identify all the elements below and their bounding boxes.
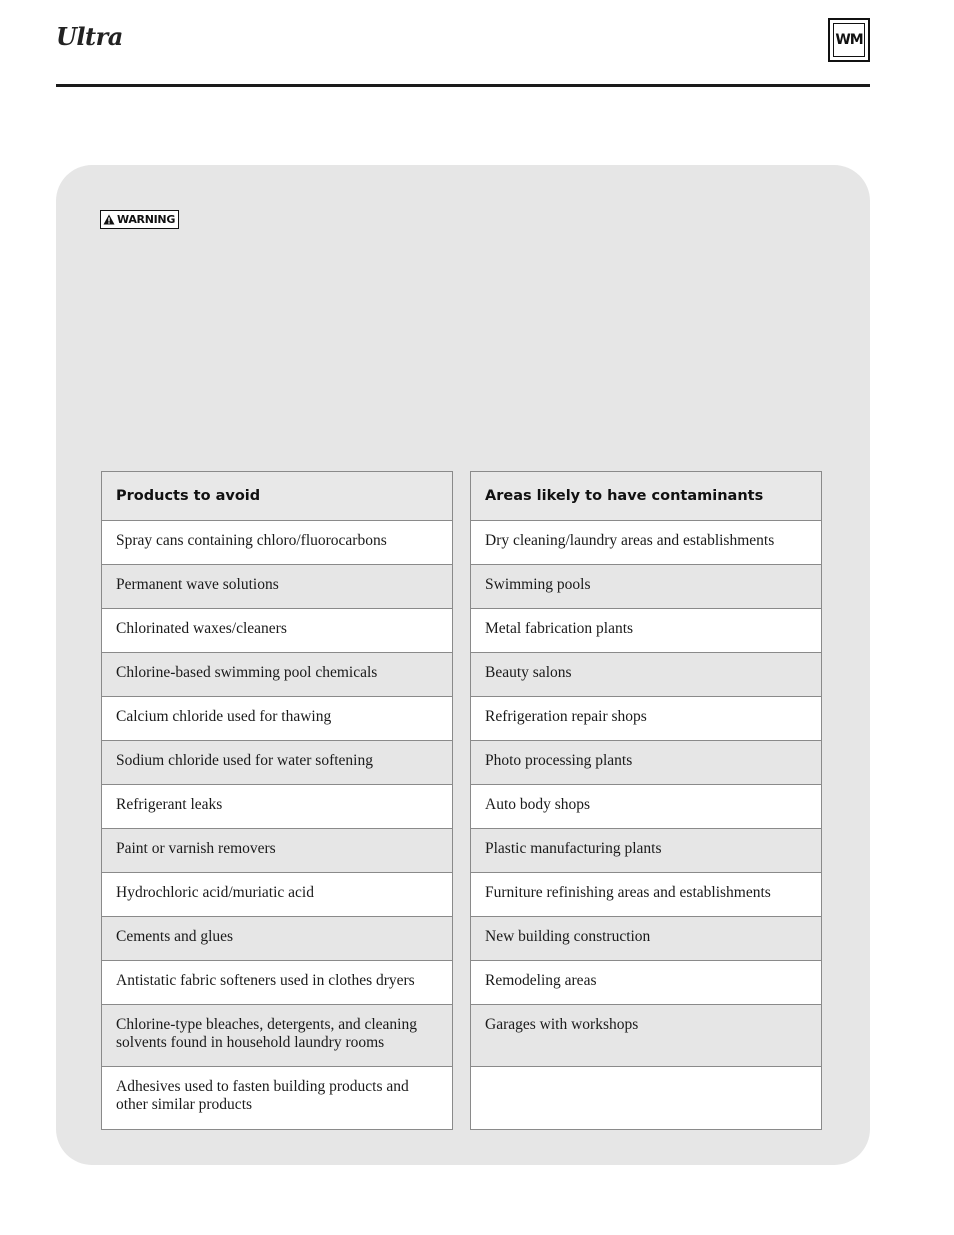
logo-mark: WM: [833, 23, 865, 57]
table-row: Swimming pools: [471, 565, 821, 609]
table-row: Adhesives used to fasten building products and other similar products: [116, 1078, 409, 1113]
table-row: Antistatic fabric softeners used in clothes dryers: [102, 961, 452, 1005]
table-row: Cements and glues: [102, 917, 452, 961]
table-row: Spray cans containing chloro/fluorocarbons: [102, 521, 452, 565]
header-divider: [56, 84, 870, 87]
warning-label: WARNING: [117, 213, 176, 226]
table-row: Garages with workshops: [471, 1005, 821, 1067]
table-row: Refrigerant leaks: [102, 785, 452, 829]
table-row: Photo processing plants: [471, 741, 821, 785]
warning-triangle-icon: [103, 214, 115, 225]
table-row: Chlorinated waxes/cleaners: [102, 609, 452, 653]
table-row: Chlorine-based swimming pool chemicals: [102, 653, 452, 697]
table-row: Paint or varnish removers: [102, 829, 452, 873]
manufacturer-logo: [828, 18, 870, 62]
table-row: Dry cleaning/laundry areas and establishments: [471, 521, 821, 565]
table-row: Beauty salons: [471, 653, 821, 697]
table-row: [471, 1067, 821, 1129]
table-row: Remodeling areas: [471, 961, 821, 1005]
brand-logo-text: Ultra: [56, 22, 123, 51]
table-row: Auto body shops: [471, 785, 821, 829]
warning-badge: [100, 210, 179, 229]
table-row: New building construction: [471, 917, 821, 961]
products-to-avoid-table: [101, 471, 453, 1130]
products-table-header: Products to avoid: [102, 472, 452, 521]
table-row: Hydrochloric acid/muriatic acid: [102, 873, 452, 917]
table-row: Metal fabrication plants: [471, 609, 821, 653]
table-row: Chlorine-type bleaches, detergents, and cleaning solvents found in household laundry rooms: [102, 1005, 452, 1067]
table-row: Calcium chloride used for thawing: [102, 697, 452, 741]
table-row: Refrigeration repair shops: [471, 697, 821, 741]
table-row: Sodium chloride used for water softening: [102, 741, 452, 785]
table-row: Permanent wave solutions: [102, 565, 452, 609]
areas-with-contaminants-table: [470, 471, 822, 1130]
table-row: Furniture refinishing areas and establishments: [471, 873, 821, 917]
table-row: Plastic manufacturing plants: [471, 829, 821, 873]
areas-table-header: Areas likely to have contaminants: [471, 472, 821, 521]
